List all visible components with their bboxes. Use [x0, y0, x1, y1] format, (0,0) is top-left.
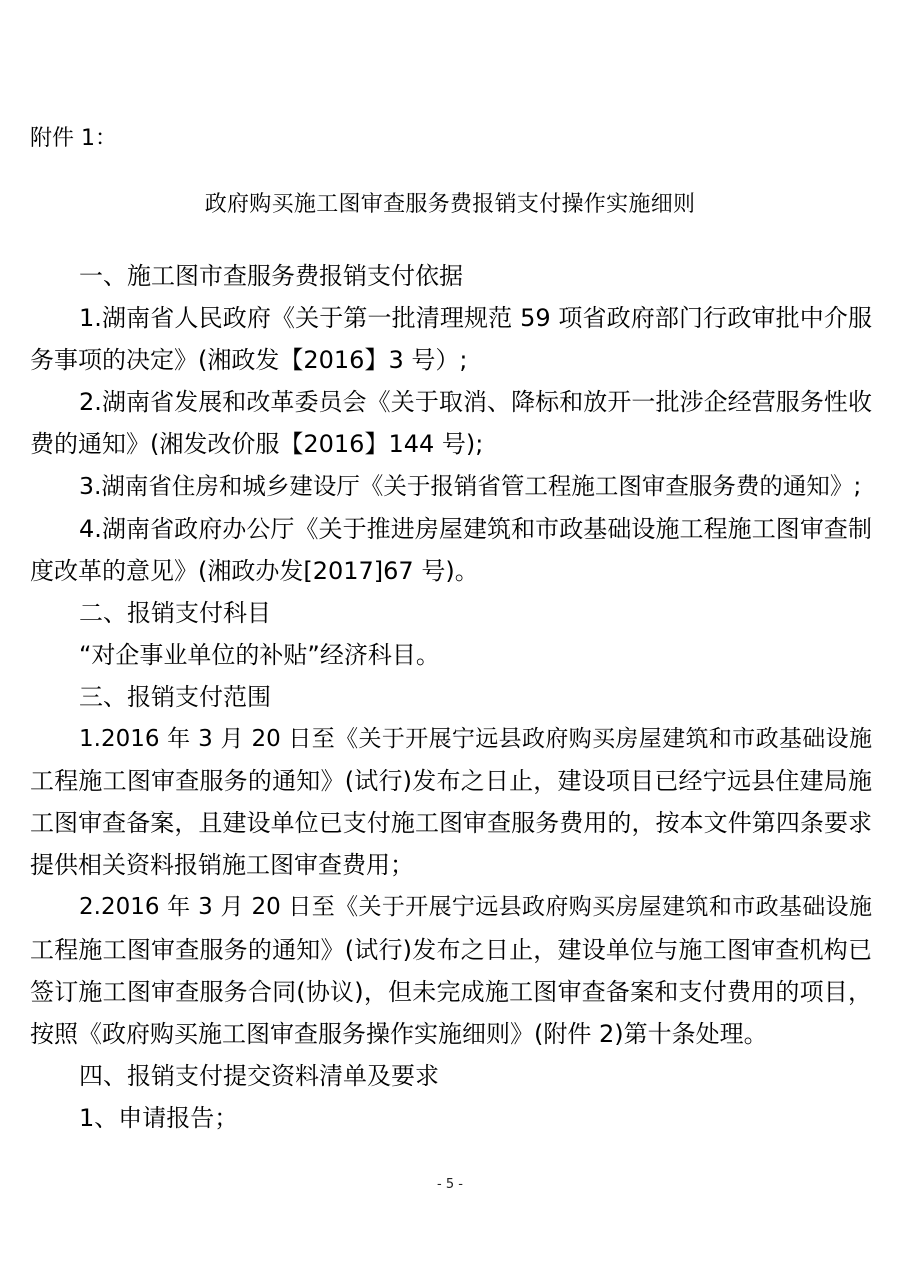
scope-item-2-line-4: 按照《政府购买施工图审查服务操作实施细则》(附件 2)第十条处理。: [30, 1019, 768, 1048]
section-heading-materials: 四、报销支付提交资料清单及要求: [79, 1061, 439, 1090]
section-heading-scope: 三、报销支付范围: [79, 682, 271, 711]
basis-item-2-line-1: 2.湖南省发展和改革委员会《关于取消、降标和放开一批涉企经营服务性收: [79, 388, 872, 417]
basis-item-4-line-2: 度改革的意见》(湘政办发[2017]67 号)。: [30, 556, 479, 585]
document-body: [30, 255, 872, 1139]
scope-item-1-line-3: 工图审查备案，且建设单位已支付施工图审查服务费用的，按本文件第四条要求: [30, 809, 872, 838]
subject-text: “对企事业单位的补贴”经济科目。: [79, 640, 440, 669]
basis-item-2-line-2: 费的通知》(湘发改价服【2016】144 号);: [30, 430, 484, 459]
basis-item-4-line-1: 4.湖南省政府办公厅《关于推进房屋建筑和市政基础设施工程施工图审查制: [79, 514, 872, 543]
page-number: - 5 -: [437, 1177, 463, 1192]
section-heading-basis: 一、施工图市查服务费报销支付依据: [79, 262, 463, 290]
section-heading-subject: 二、报销支付科目: [79, 598, 271, 627]
scope-item-1-line-2: 工程施工图审查服务的通知》(试行)发布之日止，建设项目已经宁远县住建局施: [30, 767, 872, 796]
document-title: 政府购买施工图审查服务费报销支付操作实施细则: [204, 192, 696, 217]
scope-item-2-line-3: 签订施工图审查服务合同(协议)，但未完成施工图审查备案和支付费用的项目，: [30, 977, 872, 1006]
scope-item-1-line-4: 提供相关资料报销施工图审查费用；: [30, 851, 414, 880]
scope-item-2-line-1: 2.2016 年 3 月 20 日至《关于开展宁远县政府购买房屋建筑和市政基础设施: [79, 894, 872, 921]
materials-item-1: 1、申请报告；: [79, 1103, 239, 1132]
scope-item-2-line-2: 工程施工图审查服务的通知》(试行)发布之日止，建设单位与施工图审查机构已: [30, 935, 872, 964]
basis-item-1-line-2: 务事项的决定》(湘政发【2016】3 号）;: [30, 346, 468, 375]
scope-item-1-line-1: 1.2016 年 3 月 20 日至《关于开展宁远县政府购买房屋建筑和市政基础设施: [79, 726, 872, 753]
basis-item-1-line-1: 1.湖南省人民政府《关于第一批清理规范 59 项省政府部门行政审批中介服: [79, 304, 872, 333]
attachment-label: 附件 1：: [30, 126, 117, 151]
basis-item-3: 3.湖南省住房和城乡建设厅《关于报销省管工程施工图审查服务费的通知》;: [79, 472, 862, 501]
